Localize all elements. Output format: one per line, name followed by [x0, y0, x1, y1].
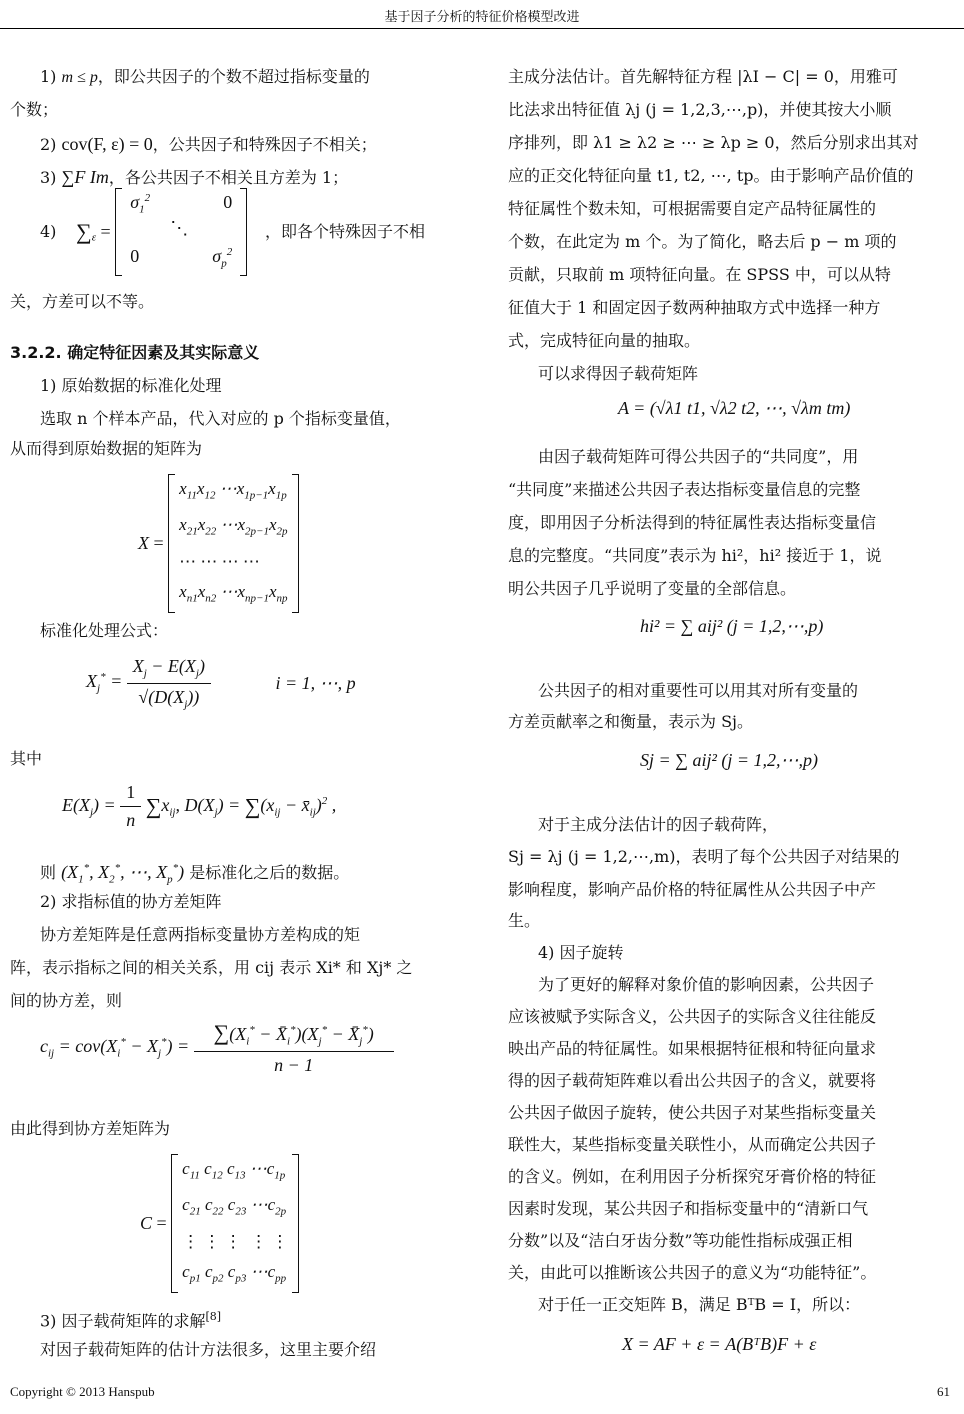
para-4-start: 则 — [40, 863, 57, 882]
footer-copyright: Copyright © 2013 Hanspub — [10, 1384, 155, 1399]
condition-1-cont: 个数； — [10, 100, 59, 119]
condition-2-math: cov(F, ε) = 0 — [61, 134, 153, 154]
r-line-19: Sj = λj (j = 1,2,⋯,m)，表明了每个公共因子对结果的 — [508, 847, 900, 866]
r-line-30: 分数”以及“洁白牙齿分数”等功能性指标成强正相 — [508, 1231, 853, 1250]
r-line-20: 影响程度，影响产品价格的特征属性从公共因子中产 — [508, 880, 877, 899]
r-line-12: “共同度”来描述公共因子表达指标变量信息的完整 — [508, 480, 861, 499]
r-line-18: 对于主成分法估计的因子载荷阵， — [538, 815, 779, 834]
r-line-26: 公共因子做因子旋转，使公共因子对某些指标变量关 — [508, 1103, 877, 1122]
step-3-heading — [40, 1300, 221, 1337]
r-line-8: 征值大于 1 和固定因子数两种抽取方式中选择一种方 — [508, 298, 881, 317]
para-4-end: 是标准化之后的数据。 — [189, 863, 350, 882]
r-line-21: 生。 — [508, 911, 541, 930]
running-header: 基于因子分析的特征价格模型改进 — [384, 10, 580, 25]
para-5-line-3: 间的协方差，则 — [10, 991, 123, 1010]
para-3: 其中 — [10, 749, 43, 768]
r-line-27: 联性大，某些指标变量关联性小，从而确定公共因子 — [508, 1135, 877, 1154]
r-line-9: 式，完成特征向量的抽取。 — [508, 331, 701, 350]
header-rule — [0, 28, 964, 29]
r-line-3: 序排列，即 λ1 ≥ λ2 ≥ ⋯ ≥ λp ≥ 0，然后分别求出其对 — [508, 133, 919, 152]
r-line-6: 个数，在此定为 m 个。为了简化，略去后 p − m 项的 — [508, 232, 897, 251]
raw-data-matrix: X = $x_{11}x_{12}$ $\cdots x_{1p-1}x_{1p}$ $x_{21}x_{22}$ $\cdots x_{2p-1}x_{2p}$ ⋯ ⋯ ⋯ ⋯ $x_{n1}x_{n2}$ $\cdots x_{np-1}x_{np}$ — [138, 474, 299, 613]
condition-2-num: 2) — [40, 135, 62, 154]
r-line-23: 应该被赋予实际含义，公共因子的实际含义往往能反 — [508, 1007, 877, 1026]
condition-4-cont: 关，方差可以不等。 — [10, 292, 155, 311]
r-line-15: 明公共因子几乎说明了变量的全部信息。 — [508, 579, 797, 598]
condition-1-num: 1) — [40, 67, 62, 86]
standardization-formula: $X_j^*$ = $\frac{X_j - E(X_j)}{√(D(X_j))}$ i = 1, ⋯, p — [86, 656, 356, 711]
para-6: 由此得到协方差矩阵为 — [10, 1119, 171, 1138]
mean-variance-formula: $E(X_j)$ = $\frac{1}{n}$ $\sum x_{ij}$, $D(X_j) = \sum(x_{ij}$ − $x̄_{ij})^2$ , — [62, 782, 337, 830]
rotation-equation: X = AF + ε = A(BᵀB)F + ε — [622, 1334, 817, 1354]
r-line-32: 对于任一正交矩阵 B，满足 BᵀB = I，所以： — [538, 1295, 861, 1314]
condition-3-num: 3) — [40, 168, 62, 187]
standardized-vector: ($X_1^*$, $X_2^*$, ⋯, $X_p^*$) — [61, 862, 185, 886]
sigma-epsilon-matrix: $\sum_\varepsilon$ = $\sigma_1^2$ 0 ⋱ 0 $\sigma_p^2$ — [76, 188, 247, 276]
citation-8[interactable]: [8] — [205, 1310, 222, 1323]
condition-1-math: m ≤ p — [61, 69, 98, 86]
r-line-25: 得的因子载荷矩阵难以看出公共因子的含义，就要将 — [508, 1071, 877, 1090]
para-1-line-1: 选取 n 个样本产品，代入对应的 p 个指标变量值， — [40, 409, 401, 428]
para-5-line-2: 阵，表示指标之间的相关关系，用 cij 表示 Xi* 和 Xj* 之 — [10, 958, 413, 977]
r-line-31: 关，由此可以推断该公共因子的意义为“功能特征”。 — [508, 1263, 877, 1282]
step-3-text: 3) 因子载荷矩阵的求解 — [40, 1311, 206, 1331]
condition-2 — [40, 128, 377, 161]
covariance-matrix: C = $c_{11}$ $c_{12}$ $c_{13}$ $\cdots c_{1p}$ $c_{21}$ $c_{22}$ $c_{23}$ $\cdots c_{2p}$ ⋮ ⋮ ⋮ ⋮ ⋮ $c_{p1}$ $c_{p2}$ $c_{p3}$ $\cdots c_{pp}$ — [140, 1154, 299, 1293]
para-7: 对因子载荷矩阵的估计方法很多，这里主要介绍 — [40, 1340, 377, 1359]
page-number: 61 — [937, 1384, 950, 1399]
r-line-14: 息的完整度。“共同度”表示为 hi²，hi² 接近于 1，说 — [508, 546, 882, 565]
loading-matrix-equation: A = (√λ1 t1, √λ2 t2, ⋯, √λm tm) — [618, 398, 851, 418]
condition-4-num: 4) — [40, 222, 57, 241]
r-line-24: 映出产品的特征属性。如果根据特征根和特征向量求 — [508, 1039, 877, 1058]
r-line-7: 贡献，只取前 m 项特征向量。在 SPSS 中，可以从特 — [508, 265, 891, 284]
condition-3-text: ，各公共因子不相关且方差为 1； — [108, 168, 349, 187]
section-heading: 3.2.2. 确定特征因素及其实际意义 — [10, 343, 260, 362]
r-line-16: 公共因子的相对重要性可以用其对所有变量的 — [538, 681, 859, 700]
para-1-line-2: 从而得到原始数据的矩阵为 — [10, 439, 203, 458]
condition-2-text: ，公共因子和特殊因子不相关； — [152, 135, 377, 154]
covariance-formula: $c_{ij} = cov(X_i^* - X_j^*)$ = $\frac{\sum(X_i^* - X̄_i^*)(X_j^* - X̄_j^*)}{n - 1}$ — [40, 1020, 394, 1076]
para-5-line-1: 协方差矩阵是任意两指标变量协方差构成的矩 — [40, 925, 361, 944]
r-line-11: 由因子载荷矩阵可得公共因子的“共同度”，用 — [538, 447, 859, 466]
step-2-heading: 2) 求指标值的协方差矩阵 — [40, 892, 222, 911]
r-line-10: 可以求得因子载荷矩阵 — [538, 364, 699, 383]
variance-contribution-equation: Sj = ∑ aij² (j = 1,2,⋯,p) — [640, 750, 819, 770]
r-line-22: 为了更好的解释对象价值的影响因素，公共因子 — [538, 975, 875, 994]
condition-4-text: ，即各个特殊因子不相 — [265, 222, 426, 241]
step-1-heading: 1) 原始数据的标准化处理 — [40, 376, 222, 395]
r-line-2: 比法求出特征值 λj (j = 1,2,3,⋯,p)，并使其按大小顺 — [508, 100, 892, 119]
para-2: 标准化处理公式： — [40, 621, 169, 640]
r-line-13: 度，即用因子分析法得到的特征属性表达指标变量信 — [508, 513, 877, 532]
r-line-4: 应的正交化特征向量 t1, t2, ⋯, tp。由于影响产品价值的 — [508, 166, 914, 185]
r-line-5: 特征属性个数未知，可根据需要自定产品特征属性的 — [508, 199, 877, 218]
condition-1 — [40, 60, 370, 94]
r-line-17: 方差贡献率之和衡量，表示为 Sj。 — [508, 712, 754, 731]
communality-equation: hi² = ∑ aij² (j = 1,2,⋯,p) — [640, 616, 824, 636]
condition-1-text: ，即公共因子的个数不超过指标变量的 — [97, 67, 370, 86]
r-line-1: 主成分法估计。首先解特征方程 |λI − C| = 0，用雅可 — [508, 67, 898, 86]
condition-4 — [40, 215, 56, 248]
condition-3-math: ∑F Im — [61, 167, 109, 187]
r-line-28: 的含义。例如，在利用因子分析探究牙膏价格的特征 — [508, 1167, 877, 1186]
r-line-29: 因素时发现，某公共因子和指标变量中的“清新口气 — [508, 1199, 869, 1218]
step-4-heading: 4) 因子旋转 — [538, 943, 624, 962]
